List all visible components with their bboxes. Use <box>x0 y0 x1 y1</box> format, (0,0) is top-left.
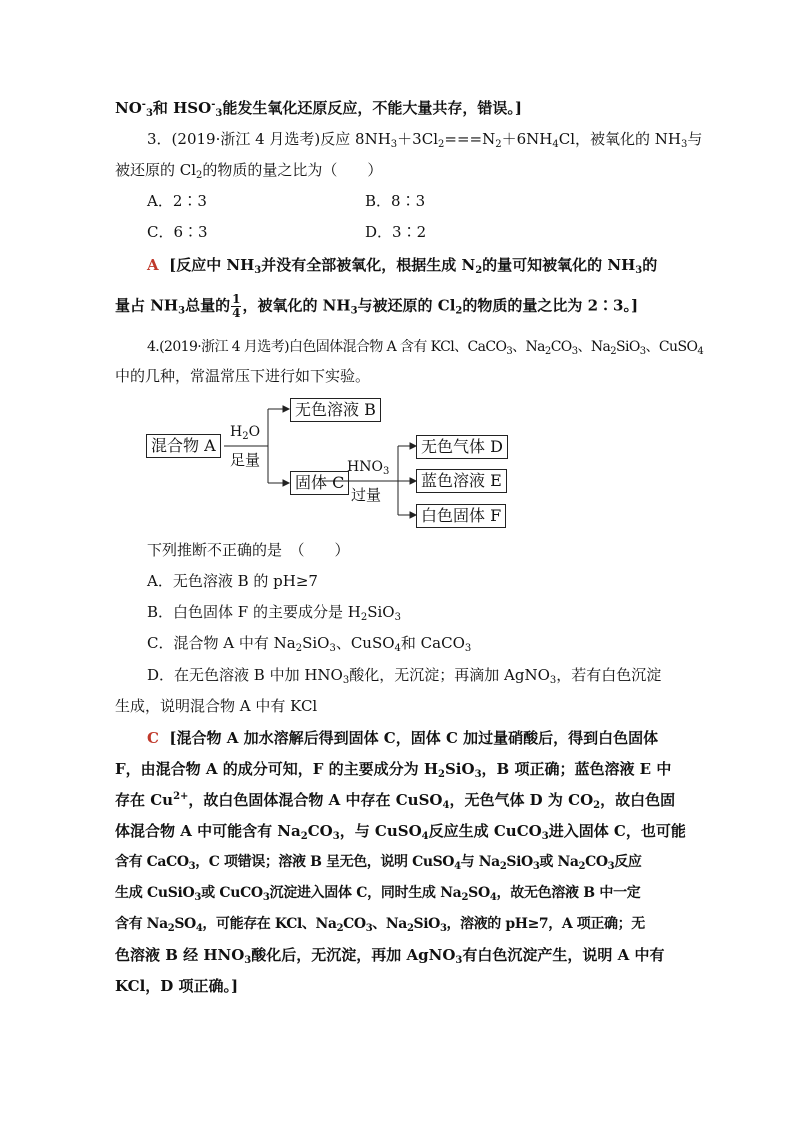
text: ＋6NH <box>501 130 553 148</box>
arrowhead <box>283 406 289 412</box>
q3-option-c: C．6∶3 <box>147 223 208 241</box>
sub: 3 <box>178 305 186 317</box>
text: 有白色沉淀产生，说明 A 中有 <box>462 946 665 964</box>
mixture-a-box: 混合物 A <box>146 434 221 458</box>
sub: 4 <box>552 139 559 150</box>
sub: 2 <box>406 923 414 934</box>
acid-amount-label: 过量 <box>351 486 382 504</box>
q4-explanation-line5 <box>115 851 641 873</box>
q4-option-b <box>147 601 401 623</box>
text: ，C 项错误；溶液 B 呈无色，说明 CuSO <box>195 854 455 870</box>
text: 量占 NH <box>115 296 179 315</box>
q3-stem-line2 <box>115 159 382 181</box>
q4-explanation-line8 <box>115 944 664 966</box>
gas-d-box: 无色气体 D <box>416 435 508 459</box>
sub: 3 <box>607 861 615 872</box>
sub: 2 <box>593 800 601 811</box>
sub: 3 <box>382 466 390 477</box>
text: ＋3Cl <box>397 130 438 148</box>
text: 总量的 <box>185 296 231 315</box>
q4-stem-line1 <box>147 336 703 358</box>
text: 的量可知被氧化的 NH <box>482 256 636 274</box>
sub: 4 <box>394 643 401 654</box>
sub: 3 <box>350 305 358 317</box>
sub: 3 <box>254 265 262 276</box>
solid-f-box: 白色固体 F <box>416 504 506 528</box>
sub: 2 <box>360 612 368 623</box>
sub: 2 <box>438 139 445 150</box>
water-label <box>230 424 260 440</box>
text: CO <box>307 822 333 840</box>
text: 体混合物 A 中可能含有 Na <box>115 822 301 840</box>
text: ，若有白色沉淀 <box>556 666 662 684</box>
text: CO <box>550 339 572 355</box>
sup: - <box>211 99 216 110</box>
text: 或 Na <box>539 854 579 870</box>
sub: 3 <box>455 955 463 966</box>
text: [反应中 NH <box>169 256 255 274</box>
text: ，故白色固体混合物 A 中存在 CuSO <box>188 791 443 809</box>
sub: 2 <box>242 431 249 442</box>
sub: 4 <box>454 861 461 872</box>
sub: 2 <box>544 346 551 357</box>
sub: 2 <box>438 769 445 780</box>
q3-explanation-line2 <box>115 293 638 320</box>
sub: 2 <box>475 265 483 276</box>
fraction-numerator: 1 <box>232 292 241 306</box>
prev-answer-tail <box>115 97 522 119</box>
text: 和 CaCO <box>400 634 465 652</box>
text: SiO <box>444 760 475 778</box>
text: CO <box>585 854 608 870</box>
text: 、Na <box>577 339 611 355</box>
q4-explanation-line4 <box>115 820 686 842</box>
acid-label <box>347 459 389 475</box>
sub: 3 <box>215 108 223 119</box>
sub: 3 <box>639 346 646 357</box>
solution-b-box: 无色溶液 B <box>290 398 381 422</box>
sub: 3 <box>329 643 336 654</box>
q4-option-d-line2: 生成，说明混合物 A 中有 KCl <box>115 697 318 715</box>
text: ，B 项正确；蓝色溶液 E 中 <box>481 760 672 778</box>
sub: 3 <box>145 108 153 119</box>
text: ，溶液的 pH≥7，A 项正确；无 <box>446 916 645 932</box>
water-amount-label: 足量 <box>230 451 261 469</box>
text: 存在 Cu <box>115 791 174 809</box>
sub: 3 <box>532 861 540 872</box>
q4-stem-line2: 中的几种，常温常压下进行如下实验。 <box>115 367 371 385</box>
sub: 4 <box>489 892 497 903</box>
sub: 3 <box>439 923 447 934</box>
q3-option-a: A．2∶3 <box>147 192 207 210</box>
text: 、CuSO <box>645 339 698 355</box>
text: SiO <box>506 854 533 870</box>
sup: - <box>141 99 146 110</box>
sub: 2 <box>578 861 586 872</box>
sub: 2 <box>300 831 308 842</box>
sub: 2 <box>495 139 502 150</box>
text: ，故白色固 <box>600 791 676 809</box>
text: F，由混合物 A 的成分可知，F 的主要成分为 H <box>115 760 438 778</box>
text: SiO <box>302 634 330 652</box>
text: CO <box>343 916 366 932</box>
q4-explanation-line2 <box>115 758 671 780</box>
text: [混合物 A 加水溶解后得到固体 C，固体 C 加过量硝酸后，得到白色固体 <box>169 729 659 747</box>
text: ，无色气体 D 为 CO <box>449 791 594 809</box>
q4-explanation-line1 <box>147 727 658 749</box>
text: 或 CuCO <box>201 885 263 901</box>
text: SO <box>468 885 490 901</box>
sub: 3 <box>394 612 401 623</box>
q4-answer-letter: C <box>147 729 159 747</box>
fraction-denominator: 4 <box>232 306 241 320</box>
text: SiO <box>616 339 640 355</box>
text: 、Na <box>512 339 545 355</box>
text: 的 <box>642 256 658 274</box>
text: ，与 CuSO <box>339 822 422 840</box>
sub: 2 <box>167 923 175 934</box>
experiment-flow-diagram <box>140 396 520 536</box>
sub: 2 <box>499 861 507 872</box>
text: 沉淀进入固体 C，同时生成 Na <box>269 885 462 901</box>
sub: 3 <box>635 265 643 276</box>
sub: 3 <box>262 892 270 903</box>
fraction <box>231 293 241 320</box>
sub: 3 <box>194 892 202 903</box>
q3-option-b: B．8∶3 <box>365 192 426 210</box>
sub: 3 <box>680 139 688 150</box>
sub: 3 <box>474 769 482 780</box>
sub: 3 <box>390 139 398 150</box>
text: SiO <box>367 603 395 621</box>
sub: 2 <box>295 643 303 654</box>
text: D．在无色溶液 B 中加 HNO <box>147 666 343 684</box>
sub: 4 <box>421 831 429 842</box>
sub: 3 <box>541 831 549 842</box>
q4-explanation-line7 <box>115 913 645 935</box>
sub: 3 <box>571 346 578 357</box>
solid-c-box: 固体 C <box>290 471 349 495</box>
q4-explanation-line9: KCl，D 项正确。] <box>115 977 239 995</box>
sub: 2 <box>610 346 617 357</box>
sub: 2 <box>455 305 463 317</box>
q3-option-d: D．3∶2 <box>365 223 427 241</box>
text: H <box>230 424 243 440</box>
sub: 3 <box>244 955 252 966</box>
sub: 3 <box>332 831 340 842</box>
q3-answer-letter: A <box>147 256 159 274</box>
text: 与被还原的 Cl <box>357 296 456 315</box>
text: 并没有全部被氧化，根据生成 N <box>261 256 476 274</box>
text: SiO <box>413 916 440 932</box>
sub: 4 <box>195 923 203 934</box>
sub: 3 <box>464 643 472 654</box>
sub: 2 <box>196 170 203 181</box>
q4-explanation-line3 <box>115 789 675 811</box>
text: O <box>248 424 261 440</box>
sub: 4 <box>442 800 450 811</box>
text: 酸化后，无沉淀，再加 AgNO <box>251 946 456 964</box>
solution-e-box: 蓝色溶液 E <box>416 469 507 493</box>
text: 反应 <box>614 854 642 870</box>
text: 色溶液 B 经 HNO <box>115 946 245 964</box>
q3-explanation-line1 <box>147 254 657 276</box>
text: 含有 Na <box>115 916 168 932</box>
text: HNO <box>347 459 383 475</box>
text: 、CuSO <box>335 634 395 652</box>
text: C．混合物 A 中有 Na <box>147 634 296 652</box>
sub: 3 <box>549 675 557 686</box>
text: 的物质的量之比为（ ） <box>202 161 383 179</box>
sub: 3 <box>365 923 373 934</box>
text: 、Na <box>372 916 407 932</box>
text: NO <box>115 99 142 117</box>
q4-option-a: A．无色溶液 B 的 pH≥7 <box>147 572 318 590</box>
text: 和 HSO <box>152 99 212 117</box>
text: 与 Na <box>460 854 500 870</box>
text: SO <box>174 916 196 932</box>
arrowhead <box>283 480 289 486</box>
text: ，被氧化的 NH <box>242 296 351 315</box>
text: ===N <box>444 130 496 148</box>
text: 的物质的量之比为 2∶3。] <box>462 296 639 315</box>
q4-question: 下列推断不正确的是 （ ） <box>147 541 350 559</box>
text: 4.(2019·浙江 4 月选考)白色固体混合物 A 含有 KCl、CaCO <box>147 339 507 355</box>
sub: 4 <box>697 346 704 357</box>
text: 能发生氧化还原反应，不能大量共存，错误。] <box>222 99 522 117</box>
text: 被还原的 Cl <box>115 161 197 179</box>
sup: 2+ <box>173 791 189 802</box>
text: 生成 CuSiO <box>115 885 195 901</box>
text: ，可能存在 KCl、Na <box>202 916 337 932</box>
sub: 2 <box>336 923 344 934</box>
q3-stem-line1 <box>147 128 702 150</box>
q4-option-c <box>147 632 471 654</box>
text: B．白色固体 F 的主要成分是 H <box>147 603 361 621</box>
sub: 3 <box>506 346 513 357</box>
text: ，故无色溶液 B 中一定 <box>496 885 641 901</box>
text: 酸化，无沉淀；再滴加 AgNO <box>349 666 550 684</box>
text: 与 <box>687 130 703 148</box>
sub: 2 <box>461 892 469 903</box>
text: 含有 CaCO <box>115 854 189 870</box>
text: Cl，被氧化的 NH <box>558 130 681 148</box>
sub: 3 <box>342 675 350 686</box>
text: 3．(2019·浙江 4 月选考)反应 8NH <box>147 130 391 148</box>
text: 进入固体 C，也可能 <box>548 822 686 840</box>
text: 反应生成 CuCO <box>428 822 542 840</box>
q4-option-d-line1 <box>147 664 661 686</box>
q4-explanation-line6 <box>115 882 641 904</box>
sub: 3 <box>188 861 196 872</box>
